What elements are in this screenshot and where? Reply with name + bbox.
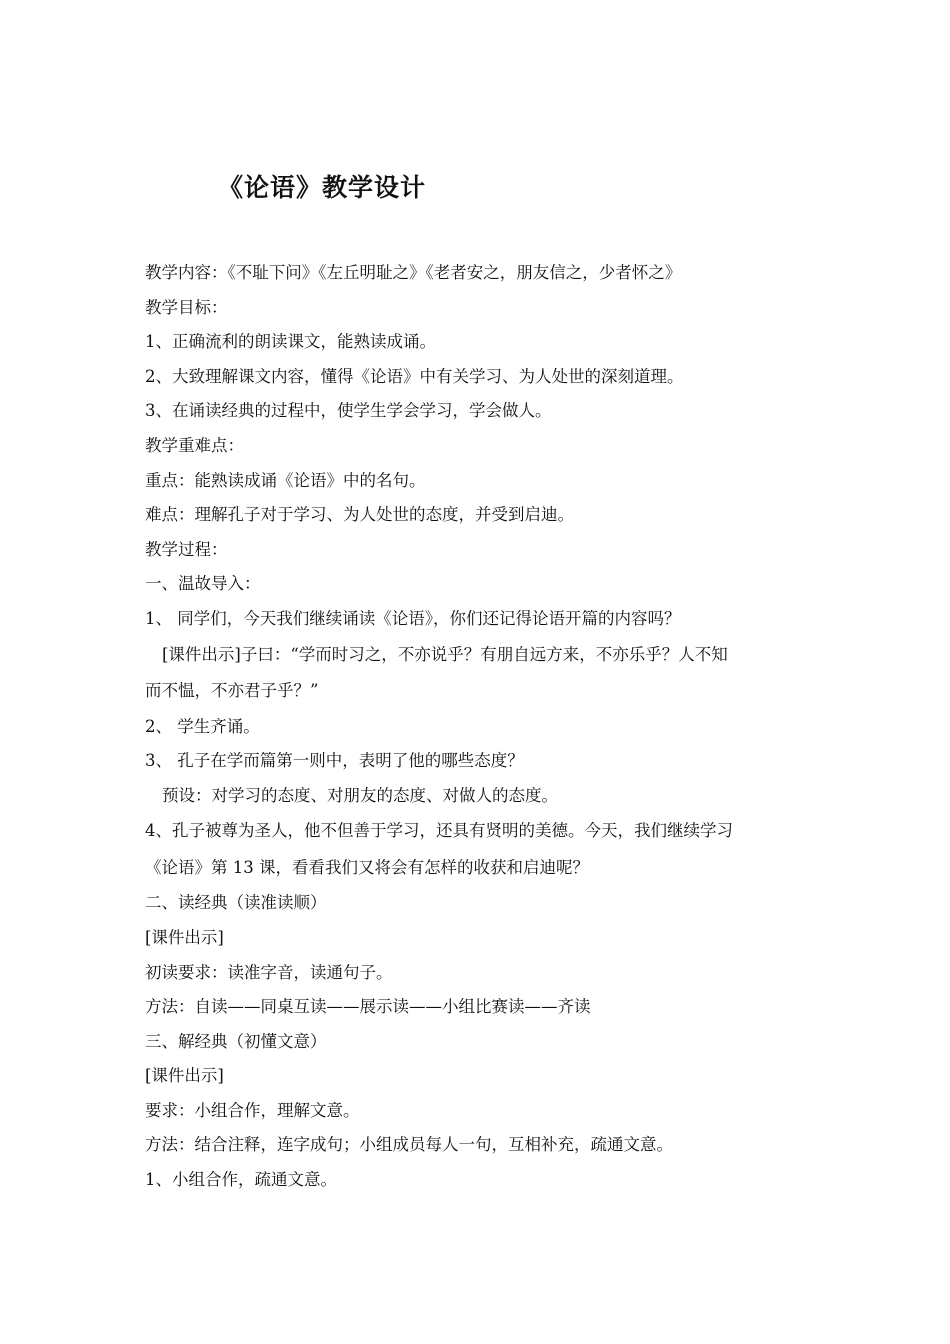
document-body xyxy=(145,256,815,1198)
text-line: 教学重难点： xyxy=(145,435,244,455)
text-line: [课件出示] xyxy=(145,1066,224,1086)
text-line: 1、正确流利的朗读课文，能熟读成诵。 xyxy=(145,332,436,352)
text-line: 2、大致理解课文内容，懂得《论语》中有关学习、为人处世的深刻道理。 xyxy=(145,366,684,386)
text-line: 要求：小组合作，理解文意。 xyxy=(145,1100,360,1120)
text-line: 一、温故导入： xyxy=(145,574,261,594)
text-line: 3、在诵读经典的过程中，使学生学会学习，学会做人。 xyxy=(145,401,552,421)
document-title: 《论语》教学设计 xyxy=(218,173,427,202)
text-line: [课件出示]子曰：“学而时习之，不亦说乎？有朋自远方来，不亦乐乎？人不知 xyxy=(162,644,728,664)
text-line: 方法：结合注释，连字成句；小组成员每人一句，互相补充，疏通文意。 xyxy=(145,1135,673,1155)
text-line: 难点：理解孔子对于学习、为人处世的态度，并受到启迪。 xyxy=(145,505,574,525)
text-line: 预设：对学习的态度、对朋友的态度、对做人的态度。 xyxy=(162,785,558,805)
text-line: 初读要求：读准字音，读通句子。 xyxy=(145,962,393,982)
text-line: 2、 学生齐诵。 xyxy=(145,716,260,736)
text-line: 三、解经典（初懂文意） xyxy=(145,1031,327,1051)
text-line: 1、 同学们，今天我们继续诵读《论语》，你们还记得论语开篇的内容吗？ xyxy=(145,608,681,628)
text-line: [课件出示] xyxy=(145,927,224,947)
text-line: 重点：能熟读成诵《论语》中的名句。 xyxy=(145,470,426,490)
text-line: 教学过程： xyxy=(145,539,228,559)
text-line: 1、小组合作，疏通文意。 xyxy=(145,1170,337,1190)
text-line: 《论语》第 13 课，看看我们又将会有怎样的收获和启迪呢？ xyxy=(145,857,589,877)
text-line: 教学内容：《不耻下问》《左丘明耻之》《老者安之，朋友信之，少者怀之》 xyxy=(145,263,682,282)
text-line: 4、孔子被尊为圣人，他不但善于学习，还具有贤明的美德。今天，我们继续学习 xyxy=(145,821,733,841)
text-line: 方法：自读——同桌互读——展示读——小组比赛读——齐读 xyxy=(145,997,591,1017)
text-line: 二、读经典（读准读顺） xyxy=(145,893,327,913)
text-line: 而不愠，不亦君子乎？” xyxy=(145,681,319,701)
text-line: 教学目标： xyxy=(145,297,228,317)
text-line: 3、 孔子在学而篇第一则中，表明了他的哪些态度？ xyxy=(145,751,524,771)
